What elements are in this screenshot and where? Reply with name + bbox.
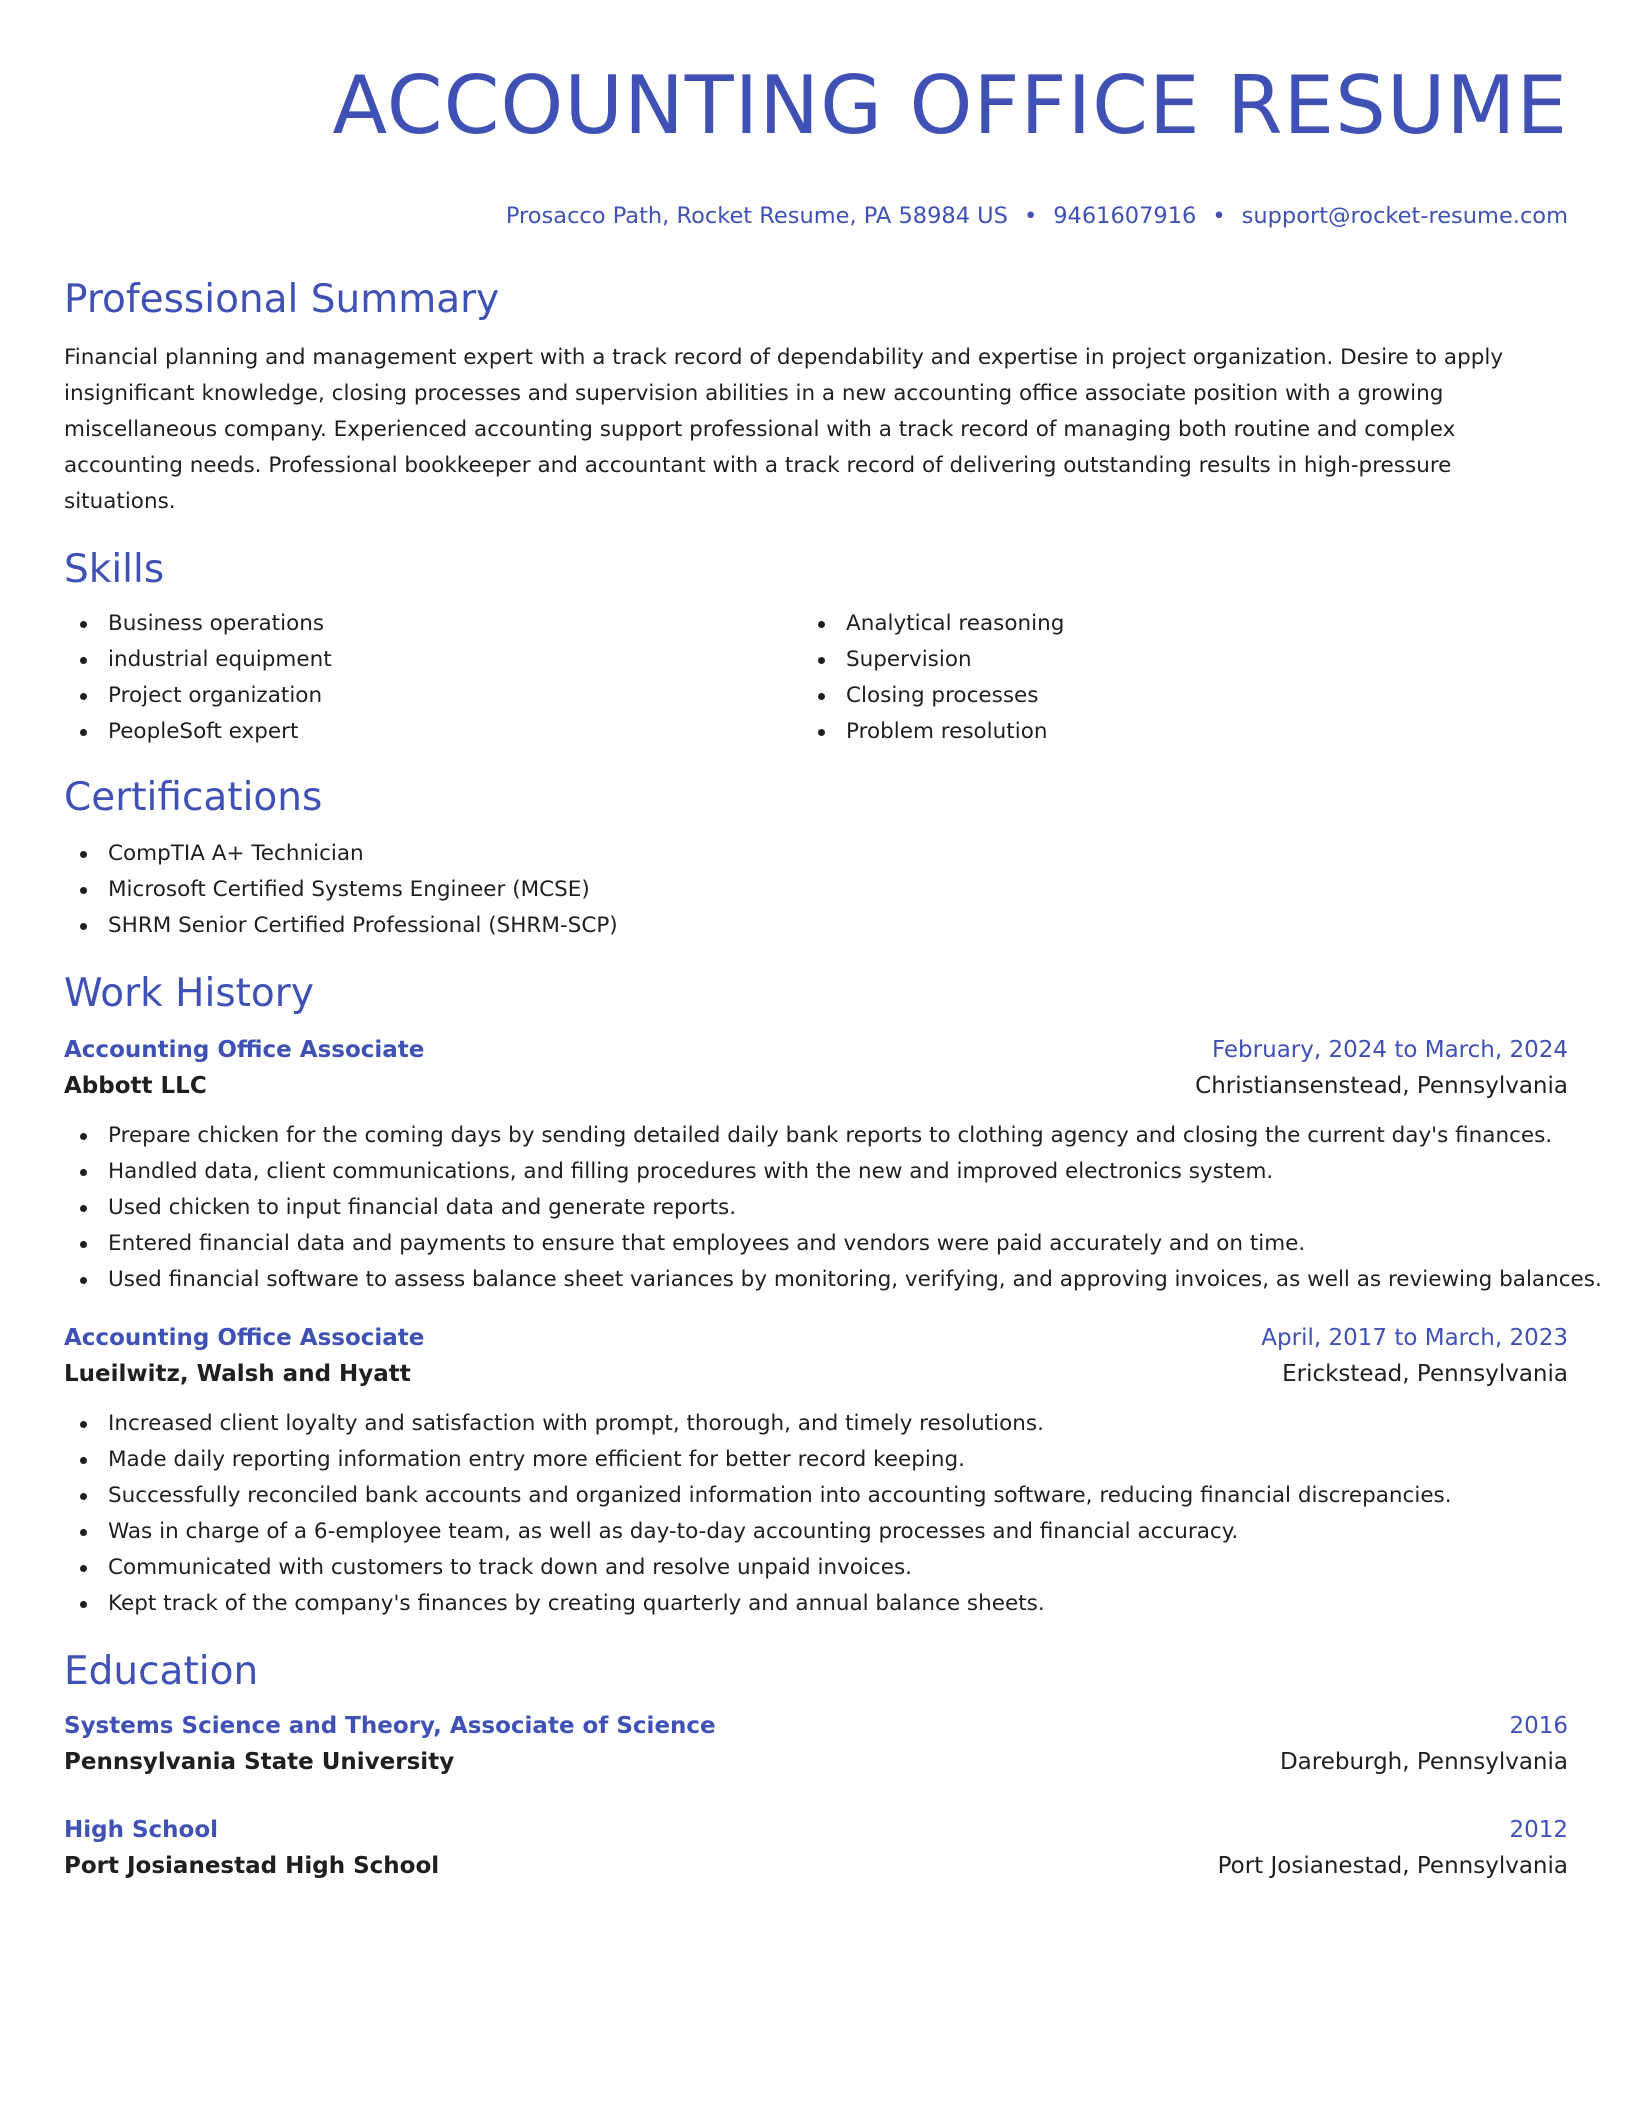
resume-title: ACCOUNTING OFFICE RESUME: [332, 59, 1568, 152]
education-location: Dareburgh, Pennsylvania: [1279, 1749, 1568, 1775]
education-school: Pennsylvania State University: [64, 1749, 455, 1775]
job-title: Accounting Office Associate: [64, 1037, 425, 1063]
summary-text: Financial planning and management expert with a track record of dependability and expertise in project organization. Desire to apply insignificant knowledge, closing processes and supervision abilities in a new accounting office associate position with a growing miscellaneous company. Experienced accounting support professional with a track record of managing both routine and complex accounting needs. Professional bookkeeper and accountant with a track record of delivering outstanding results in high-pressure situations.: [64, 345, 1504, 514]
job-dates: April, 2017 to March, 2023: [1261, 1325, 1568, 1351]
certification-item: Microsoft Certified Systems Engineer (MCSE): [64, 872, 1568, 908]
job-location: Christiansenstead, Pennsylvania: [1195, 1073, 1568, 1099]
certifications-list: [64, 836, 1568, 944]
job-entry: [64, 1320, 1568, 1622]
skills-list-right: [802, 606, 1540, 750]
skill-item: Analytical reasoning: [802, 606, 1540, 642]
job-bullet: Used financial software to assess balance sheet variances by monitoring, verifying, and approving invoices, as well as reviewing balances.: [64, 1262, 1568, 1298]
education-entry: [64, 1708, 1568, 1780]
education-year: 2016: [1509, 1713, 1568, 1739]
certification-item: CompTIA A+ Technician: [64, 836, 1568, 872]
skill-item: Business operations: [64, 606, 802, 642]
education-degree: Systems Science and Theory, Associate of Science: [64, 1713, 716, 1739]
job-bullet: Increased client loyalty and satisfaction with prompt, thorough, and timely resolutions.: [64, 1406, 1568, 1442]
skills-grid: [64, 606, 1568, 750]
job-bullets: [64, 1406, 1568, 1622]
job-bullet: Successfully reconciled bank accounts and organized information into accounting software, reducing financial discrepancies.: [64, 1478, 1568, 1514]
summary-heading: Professional Summary: [64, 277, 500, 322]
job-bullet: Entered financial data and payments to ensure that employees and vendors were paid accurately and on time.: [64, 1226, 1568, 1262]
skill-item: Project organization: [64, 678, 802, 714]
job-dates: February, 2024 to March, 2024: [1211, 1037, 1568, 1063]
job-bullets: [64, 1118, 1602, 1298]
contact-email[interactable]: support@rocket-resume.com: [1241, 203, 1568, 229]
skill-item: PeopleSoft expert: [64, 714, 802, 750]
job-entry: [64, 1032, 1602, 1298]
education-degree: High School: [64, 1817, 219, 1843]
job-bullet: Prepare chicken for the coming days by sending detailed daily bank reports to clothing agency and closing the current day's finances.: [64, 1118, 1568, 1154]
contact-phone: 9461607916: [1053, 203, 1197, 229]
education-school: Port Josianestad High School: [64, 1853, 440, 1879]
education-entry: [64, 1812, 1568, 1884]
certifications-heading: Certifications: [64, 775, 323, 820]
education-heading: Education: [64, 1649, 259, 1694]
job-bullet: Handled data, client communications, and filling procedures with the new and improved electronics system.: [64, 1154, 1568, 1190]
skill-item: Closing processes: [802, 678, 1540, 714]
work-history-heading: Work History: [64, 971, 314, 1016]
education-location: Port Josianestad, Pennsylvania: [1217, 1853, 1568, 1879]
contact-address: Prosacco Path, Rocket Resume, PA 58984 US: [505, 203, 1008, 229]
job-bullet: Kept track of the company's finances by creating quarterly and annual balance sheets.: [64, 1586, 1568, 1622]
job-bullet: Was in charge of a 6-employee team, as well as day-to-day accounting processes and financial accuracy.: [64, 1514, 1568, 1550]
job-company: Lueilwitz, Walsh and Hyatt: [64, 1361, 411, 1387]
job-bullet: Made daily reporting information entry more efficient for better record keeping.: [64, 1442, 1568, 1478]
contact-line: [64, 202, 1568, 230]
skills-heading: Skills: [64, 547, 165, 592]
contact-separator: •: [1212, 203, 1226, 229]
skill-item: industrial equipment: [64, 642, 802, 678]
certification-item: SHRM Senior Certified Professional (SHRM-SCP): [64, 908, 1568, 944]
job-bullet: Used chicken to input financial data and generate reports.: [64, 1190, 1568, 1226]
job-title: Accounting Office Associate: [64, 1325, 425, 1351]
job-company: Abbott LLC: [64, 1073, 207, 1099]
skills-list-left: [64, 606, 802, 750]
skill-item: Problem resolution: [802, 714, 1540, 750]
job-location: Erickstead, Pennsylvania: [1282, 1361, 1568, 1387]
contact-separator: •: [1023, 203, 1038, 229]
job-bullet: Communicated with customers to track down and resolve unpaid invoices.: [64, 1550, 1568, 1586]
skill-item: Supervision: [802, 642, 1540, 678]
education-year: 2012: [1509, 1817, 1568, 1843]
